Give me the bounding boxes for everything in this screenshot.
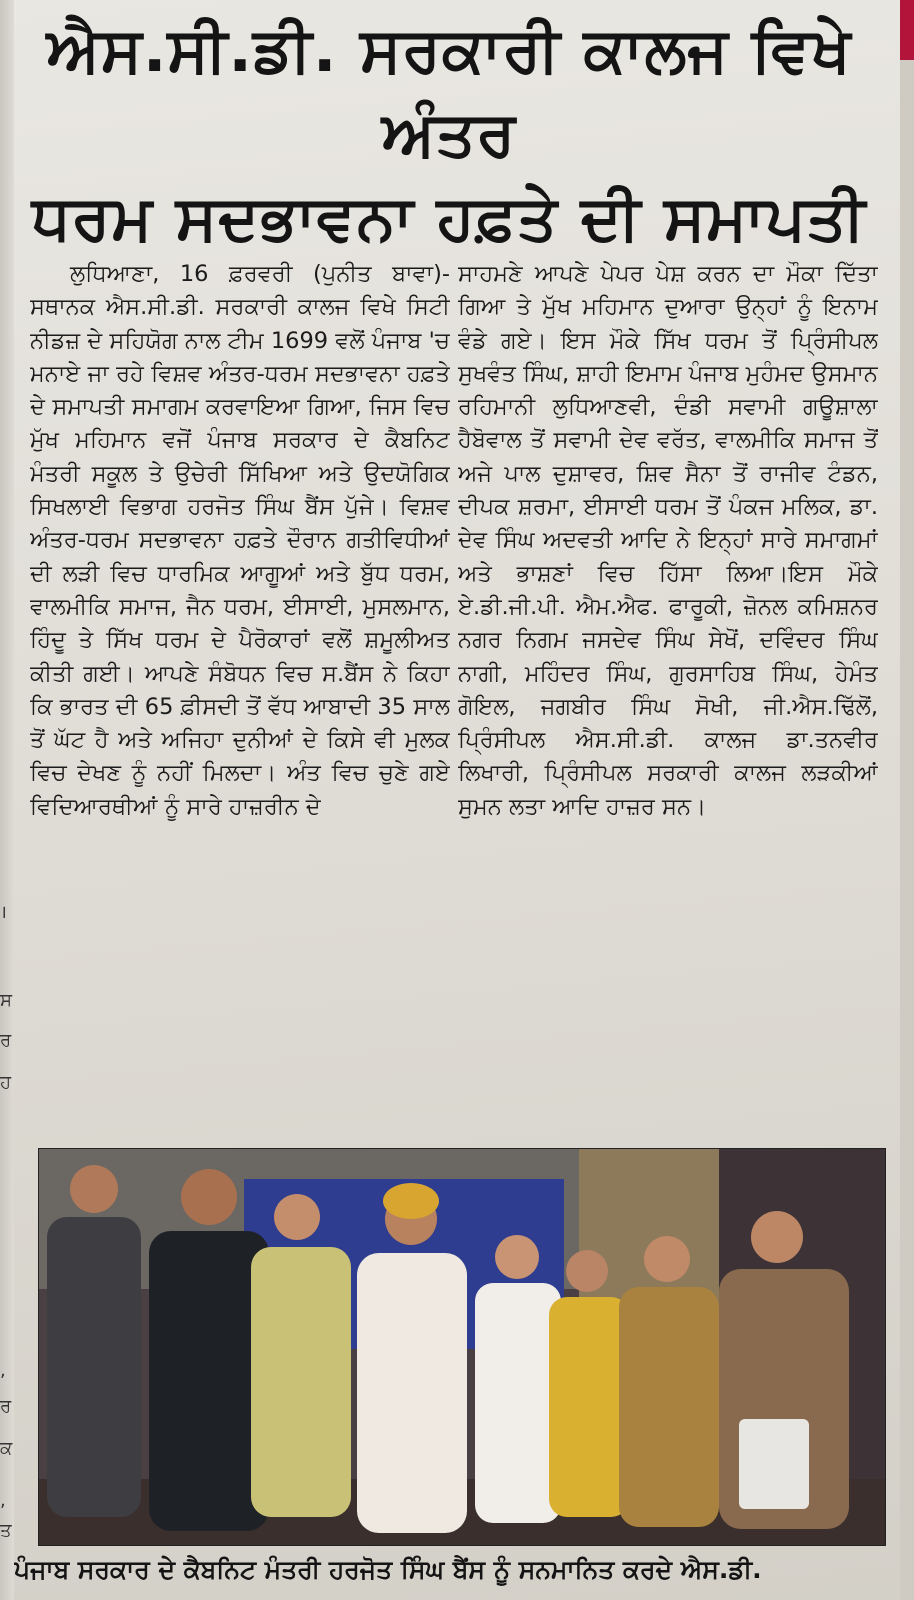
article-text-left: ਲੁਧਿਆਣਾ, 16 ਫ਼ਰਵਰੀ (ਪੁਨੀਤ ਬਾਵਾ)-ਸਥਾਨਕ ਐਸ.ਸੀ.ਡੀ. ਸਰਕਾਰੀ ਕਾਲਜ ਵਿਖੇ ਸਿਟੀ ਨੀਡਜ਼ ਦੇ ਸਹਿਯੋਗ ਨਾਲ ਟੀਮ 1699 ਵਲੋਂ ਪੰਜਾਬ 'ਚ ਮਨਾਏ ਜਾ ਰਹੇ ਵਿਸ਼ਵ ਅੰਤਰ-ਧਰਮ ਸਦਭਾਵਨਾ ਹਫ਼ਤੇ ਦੇ ਸਮਾਪਤੀ ਸਮਾਗਮ ਕਰਵਾਇਆ ਗਿਆ, ਜਿਸ ਵਿਚ ਮੁੱਖ ਮਹਿਮਾਨ ਵਜੋਂ ਪੰਜਾਬ ਸਰਕਾਰ ਦੇ ਕੈਬਨਿਟ ਮੰਤਰੀ ਸਕੂਲ ਤੇ ਉਚੇਰੀ ਸਿੱਖਿਆ ਅਤੇ ਉਦਯੋਗਿਕ ਸਿਖਲਾਈ ਵਿਭਾਗ ਹਰਜੋਤ ਸਿੰਘ ਬੈਂਸ ਪੁੱਜੇ। ਵਿਸ਼ਵ ਅੰਤਰ-ਧਰਮ ਸਦਭਾਵਨਾ ਹਫ਼ਤੇ ਦੌਰਾਨ ਗਤੀਵਿਧੀਆਂ ਦੀ ਲੜੀ ਵਿਚ ਧਾਰਮਿਕ ਆਗੂਆਂ ਅਤੇ ਬੁੱਧ ਧਰਮ, ਵਾਲਮੀਕਿ ਸਮਾਜ, ਜੈਨ ਧਰਮ, ਈਸਾਈ, ਮੁਸਲਮਾਨ, ਹਿੰਦੂ ਤੇ ਸਿੱਖ ਧਰਮ ਦੇ ਪੈਰੋਕਾਰਾਂ ਵਲੋਂ ਸ਼ਮੂਲੀਅਤ ਕੀਤੀ ਗਈ। ਆਪਣੇ ਸੰਬੋਧਨ ਵਿਚ ਸ.ਬੈਂਸ ਨੇ ਕਿਹਾ ਕਿ ਭਾਰਤ ਦੀ 65 ਫ਼ੀਸਦੀ ਤੋਂ ਵੱਧ ਆਬਾਦੀ 35 ਸਾਲ ਤੋਂ ਘੱਟ ਹੈ ਅਤੇ ਅਜਿਹਾ ਦੁਨੀਆਂ ਦੇ ਕਿਸੇ ਵੀ ਮੁਲਕ ਵਿਚ ਦੇਖਣ ਨੂੰ ਨਹੀਂ ਮਿਲਦਾ। ਅੰਤ ਵਿਚ ਚੁਣੇ ਗਏ ਵਿਦਿਆਰਥੀਆਂ ਨੂੰ ਸਾਰੇ ਹਾਜ਼ਰੀਨ ਦੇ [30, 261, 450, 820]
margin-fragment: ਸ [0, 990, 12, 1011]
right-margin-strip [900, 60, 914, 1600]
headline-line-2: ਧਰਮ ਸਦਭਾਵਨਾ ਹਫ਼ਤੇ ਦੀ ਸਮਾਪਤੀ [31, 181, 867, 254]
article-column-left [30, 258, 450, 1158]
margin-fragment: , [0, 1360, 6, 1381]
margin-fragment: ਹ [0, 1072, 12, 1093]
news-photo [38, 1148, 886, 1546]
photo-caption: ਪੰਜਾਬ ਸਰਕਾਰ ਦੇ ਕੈਬਨਿਟ ਮੰਤਰੀ ਹਰਜੋਤ ਸਿੰਘ ਬੈਂਸ ਨੂੰ ਸਨਮਾਨਿਤ ਕਰਦੇ ਐਸ.ਡੀ. [14, 1555, 762, 1584]
article-column-right [458, 258, 878, 1158]
article-text-right: ਸਾਹਮਣੇ ਆਪਣੇ ਪੇਪਰ ਪੇਸ਼ ਕਰਨ ਦਾ ਮੌਕਾ ਦਿੱਤਾ ਗਿਆ ਤੇ ਮੁੱਖ ਮਹਿਮਾਨ ਦੁਆਰਾ ਉਨ੍ਹਾਂ ਨੂੰ ਇਨਾਮ ਵੰਡੇ ਗਏ। ਇਸ ਮੌਕੇ ਸਿੱਖ ਧਰਮ ਤੋਂ ਪ੍ਰਿੰਸੀਪਲ ਸੁਖਵੰਤ ਸਿੰਘ, ਸ਼ਾਹੀ ਇਮਾਮ ਪੰਜਾਬ ਮੁਹੰਮਦ ਉਸਮਾਨ ਰਹਿਮਾਨੀ ਲੁਧਿਆਣਵੀ, ਦੰਡੀ ਸਵਾਮੀ ਗਊਸ਼ਾਲਾ ਹੈਬੋਵਾਲ ਤੋਂ ਸਵਾਮੀ ਦੇਵ ਵਰੱਤ, ਵਾਲਮੀਕਿ ਸਮਾਜ ਤੋਂ ਅਜੇ ਪਾਲ ਦੁਸ਼ਾਵਰ, ਸ਼ਿਵ ਸੈਨਾ ਤੋਂ ਰਾਜੀਵ ਟੰਡਨ, ਦੀਪਕ ਸ਼ਰਮਾ, ਈਸਾਈ ਧਰਮ ਤੋਂ ਪੰਕਜ ਮਲਿਕ, ਡਾ. ਦੇਵ ਸਿੰਘ ਅਦਵਤੀ ਆਦਿ ਨੇ ਇਨ੍ਹਾਂ ਸਾਰੇ ਸਮਾਗਮਾਂ ਅਤੇ ਭਾਸ਼ਣਾਂ ਵਿਚ ਹਿੱਸਾ ਲਿਆ।ਇਸ ਮੌਕੇ ਏ.ਡੀ.ਜੀ.ਪੀ. ਐਮ.ਐਫ. ਫਾਰੂਕੀ, ਜ਼ੋਨਲ ਕਮਿਸ਼ਨਰ ਨਗਰ ਨਿਗਮ ਜਸਦੇਵ ਸਿੰਘ ਸੇਖੋਂ, ਦਵਿੰਦਰ ਸਿੰਘ ਨਾਗੀ, ਮਹਿੰਦਰ ਸਿੰਘ, ਗੁਰਸਾਹਿਬ ਸਿੰਘ, ਹੇਮੰਤ ਗੋਇਲ, ਜਗਬੀਰ ਸਿੰਘ ਸੋਖੀ, ਜੀ.ਐਸ.ਢਿੱਲੋਂ, ਪ੍ਰਿੰਸੀਪਲ ਐਸ.ਸੀ.ਡੀ. ਕਾਲਜ ਡਾ.ਤਨਵੀਰ ਲਿਖਾਰੀ, ਪ੍ਰਿੰਸੀਪਲ ਸਰਕਾਰੀ ਕਾਲਜ ਲੜਕੀਆਂ ਸੁਮਨ ਲਤਾ ਆਦਿ ਹਾਜ਼ਰ ਸਨ। [458, 261, 878, 820]
photo-scene [39, 1149, 885, 1545]
left-margin-strip [0, 0, 14, 1600]
margin-fragment: । [0, 902, 7, 923]
red-page-edge [900, 0, 914, 60]
margin-fragment: ਤ [0, 1520, 12, 1541]
margin-fragment: ਕ [0, 1438, 13, 1459]
headline [18, 8, 880, 260]
margin-fragment: ਰ [0, 1030, 12, 1051]
headline-line-1: ਐਸ.ਸੀ.ਡੀ. ਸਰਕਾਰੀ ਕਾਲਜ ਵਿਖੇ ਅੰਤਰ [46, 13, 852, 170]
margin-fragment: , [0, 1490, 6, 1511]
margin-fragment: ਰ [0, 1396, 12, 1417]
